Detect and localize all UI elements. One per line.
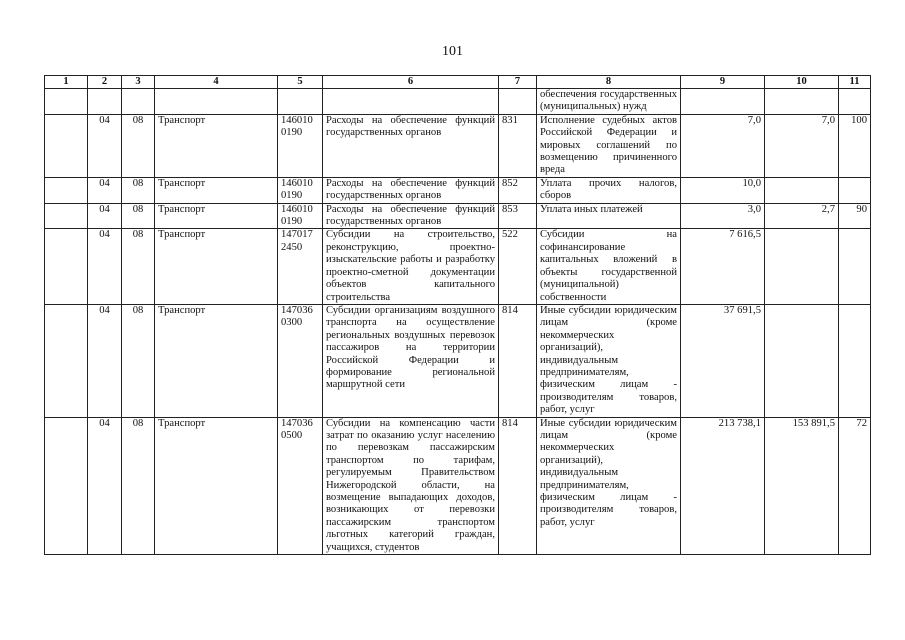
column-header: 6: [323, 76, 499, 89]
cell: Иные субсидии юридическим лицам (кроме некоммерческих организаций), индивидуальным предпринимателям, физическим лицам - производителям товаров, работ, услуг: [537, 417, 681, 554]
budget-table: [44, 75, 871, 555]
table-row: [45, 203, 871, 229]
cell: Транспорт: [155, 177, 278, 203]
cell: 146010 0190: [278, 203, 323, 229]
cell: Иные субсидии юридическим лицам (кроме некоммерческих организаций), индивидуальным предпринимателям, физическим лицам - производителям товаров, работ, услуг: [537, 304, 681, 417]
table-row: [45, 89, 871, 115]
cell: 213 738,1: [681, 417, 765, 554]
table-row: [45, 114, 871, 177]
cell: 153 891,5: [765, 417, 839, 554]
column-header: 9: [681, 76, 765, 89]
cell: 08: [122, 177, 155, 203]
table-row: [45, 229, 871, 304]
cell: 814: [499, 417, 537, 554]
cell: 04: [88, 229, 122, 304]
cell: 08: [122, 304, 155, 417]
cell: [765, 177, 839, 203]
cell: Транспорт: [155, 304, 278, 417]
cell: [88, 89, 122, 115]
column-header: 10: [765, 76, 839, 89]
cell: [839, 177, 871, 203]
cell: Субсидии на строительство, реконструкцию, проектно-изыскательские работы и разработку проектно-сметной документации объектов капитального строительства: [323, 229, 499, 304]
table-row: [45, 417, 871, 554]
cell: 831: [499, 114, 537, 177]
cell: [765, 304, 839, 417]
column-header: 3: [122, 76, 155, 89]
column-header: 4: [155, 76, 278, 89]
cell: [839, 229, 871, 304]
cell: 852: [499, 177, 537, 203]
cell: 147036 0300: [278, 304, 323, 417]
cell: [499, 89, 537, 115]
cell: 853: [499, 203, 537, 229]
cell: 04: [88, 114, 122, 177]
page-number: 101: [442, 44, 463, 59]
cell: Субсидии на компенсацию части затрат по оказанию услуг населению по перевозкам пассажирским транспортом по тарифам, регулируемым Правительством Нижегородской области, на возмещение выпадающих доходов, возникающих от перевозки пассажирским транспортом льготных категорий граждан, учащихся, студентов: [323, 417, 499, 554]
cell: 147036 0500: [278, 417, 323, 554]
cell: Субсидии организациям воздушного транспорта на осуществление региональных воздушных перевозок пассажиров на территории Российской Федерации и формирование региональной маршрутной сети: [323, 304, 499, 417]
column-header: 5: [278, 76, 323, 89]
table-row: [45, 177, 871, 203]
cell: 72: [839, 417, 871, 554]
cell: [45, 177, 88, 203]
cell: [278, 89, 323, 115]
cell: 08: [122, 229, 155, 304]
column-header: 8: [537, 76, 681, 89]
cell: [45, 114, 88, 177]
table-row: [45, 304, 871, 417]
cell: Расходы на обеспечение функций государственных органов: [323, 203, 499, 229]
cell: [839, 304, 871, 417]
cell: [839, 89, 871, 115]
cell: 04: [88, 203, 122, 229]
cell: Субсидии на софинансирование капитальных вложений в объекты государственной (муниципальной) собственности: [537, 229, 681, 304]
cell: 146010 0190: [278, 114, 323, 177]
cell: Транспорт: [155, 203, 278, 229]
cell: Транспорт: [155, 114, 278, 177]
cell: 08: [122, 114, 155, 177]
cell: 100: [839, 114, 871, 177]
cell: 08: [122, 417, 155, 554]
column-header: 7: [499, 76, 537, 89]
cell: Уплата иных платежей: [537, 203, 681, 229]
cell: Транспорт: [155, 417, 278, 554]
cell: Исполнение судебных актов Российской Федерации и мировых соглашений по возмещению причиненного вреда: [537, 114, 681, 177]
cell: 3,0: [681, 203, 765, 229]
cell: Расходы на обеспечение функций государственных органов: [323, 114, 499, 177]
cell: 04: [88, 304, 122, 417]
cell: 7,0: [765, 114, 839, 177]
column-header: 2: [88, 76, 122, 89]
cell: 2,7: [765, 203, 839, 229]
cell: 04: [88, 417, 122, 554]
cell: 90: [839, 203, 871, 229]
cell: [765, 229, 839, 304]
cell: 7 616,5: [681, 229, 765, 304]
cell: [323, 89, 499, 115]
cell: обеспечения государственных (муниципальных) нужд: [537, 89, 681, 115]
cell: 08: [122, 203, 155, 229]
cell: [155, 89, 278, 115]
cell: [45, 417, 88, 554]
header-row: [45, 76, 871, 89]
cell: [45, 304, 88, 417]
cell: [765, 89, 839, 115]
cell: [45, 89, 88, 115]
column-header: 1: [45, 76, 88, 89]
cell: Транспорт: [155, 229, 278, 304]
cell: 37 691,5: [681, 304, 765, 417]
cell: [122, 89, 155, 115]
cell: 522: [499, 229, 537, 304]
cell: Уплата прочих налогов, сборов: [537, 177, 681, 203]
cell: [681, 89, 765, 115]
cell: Расходы на обеспечение функций государственных органов: [323, 177, 499, 203]
column-header: 11: [839, 76, 871, 89]
cell: 7,0: [681, 114, 765, 177]
cell: 04: [88, 177, 122, 203]
cell: [45, 203, 88, 229]
cell: 147017 2450: [278, 229, 323, 304]
cell: [45, 229, 88, 304]
cell: 146010 0190: [278, 177, 323, 203]
cell: 10,0: [681, 177, 765, 203]
cell: 814: [499, 304, 537, 417]
